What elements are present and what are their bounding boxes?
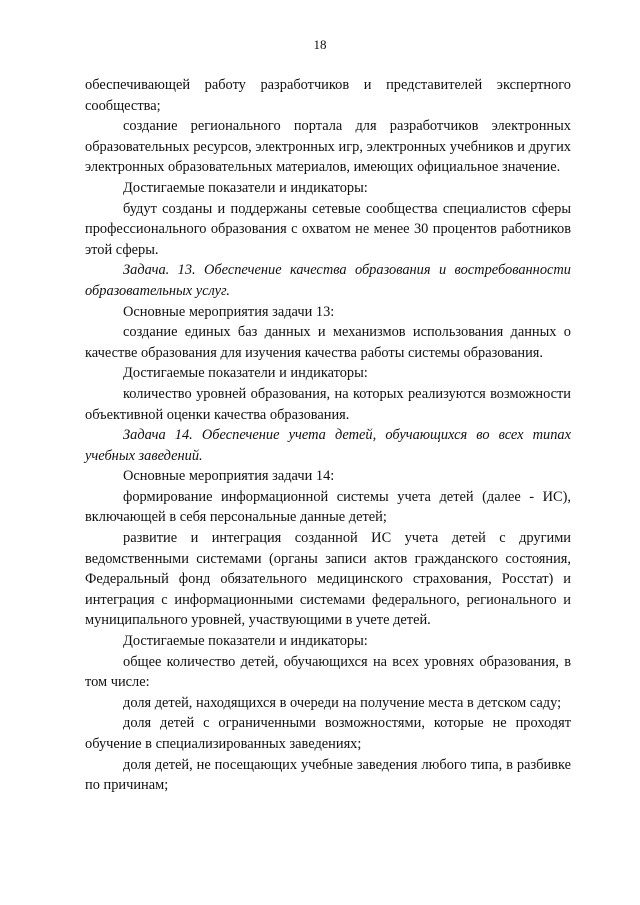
paragraph-integration: развитие и интеграция созданной ИС учета детей с другими ведомственными системами (органы записи актов гражданского состояния, Федеральный фонд обязательного медицинского страхования, Росстат) и интеграция с информационными системами федерального, регионального и муниципального уровней, участвующими в учете детей. (85, 530, 571, 629)
paragraph-databases: создание единых баз данных и механизмов использования данных о качестве образования для изучения качества работы системы образования. (85, 324, 571, 361)
indicators-heading: Достигаемые показатели и индикаторы: (123, 365, 368, 382)
task-14-heading: Задача 14. Обеспечение учета детей, обучающихся во всех типах учебных заведений. (85, 427, 571, 464)
document-body (85, 75, 571, 796)
paragraph-kindergarten-queue: доля детей, находящихся в очереди на получение места в детском саду; (123, 694, 562, 711)
paragraph-portal: создание регионального портала для разработчиков электронных образовательных ресурсов, электронных игр, электронных учебников и других электронных образовательных материалов, имеющих официальное значение. (85, 118, 571, 176)
task-14-measures-heading: Основные мероприятия задачи 14: (123, 468, 335, 485)
paragraph-communities: будут созданы и поддержаны сетевые сообщества специалистов сферы профессионального образования с охватом не менее 30 процентов работников этой сферы. (85, 200, 571, 258)
task-13-measures-heading: Основные мероприятия задачи 13: (123, 303, 335, 320)
paragraph-disabilities: доля детей с ограниченными возможностями, которые не проходят обучение в специализированных заведениях; (85, 715, 571, 752)
indicators-heading: Достигаемые показатели и индикаторы: (123, 179, 368, 196)
page-number: 18 (313, 37, 327, 52)
paragraph-assessment-levels: количество уровней образования, на которых реализуются возможности объективной оценки качества образования. (85, 385, 571, 423)
paragraph-information-system: формирование информационной системы учета детей (далее - ИС), включающей в себя персональные данные детей; (85, 488, 571, 526)
indicators-heading: Достигаемые показатели и индикаторы: (123, 633, 368, 650)
paragraph-continuation: обеспечивающей работу разработчиков и представителей экспертного сообщества; (85, 77, 571, 114)
task-13-heading: Задача. 13. Обеспечение качества образования и востребованности образовательных услуг. (85, 262, 571, 299)
paragraph-total-children: общее количество детей, обучающихся на всех уровнях образования, в том числе: (85, 653, 571, 691)
paragraph-not-attending: доля детей, не посещающих учебные заведения любого типа, в разбивке по причинам; (85, 756, 571, 794)
